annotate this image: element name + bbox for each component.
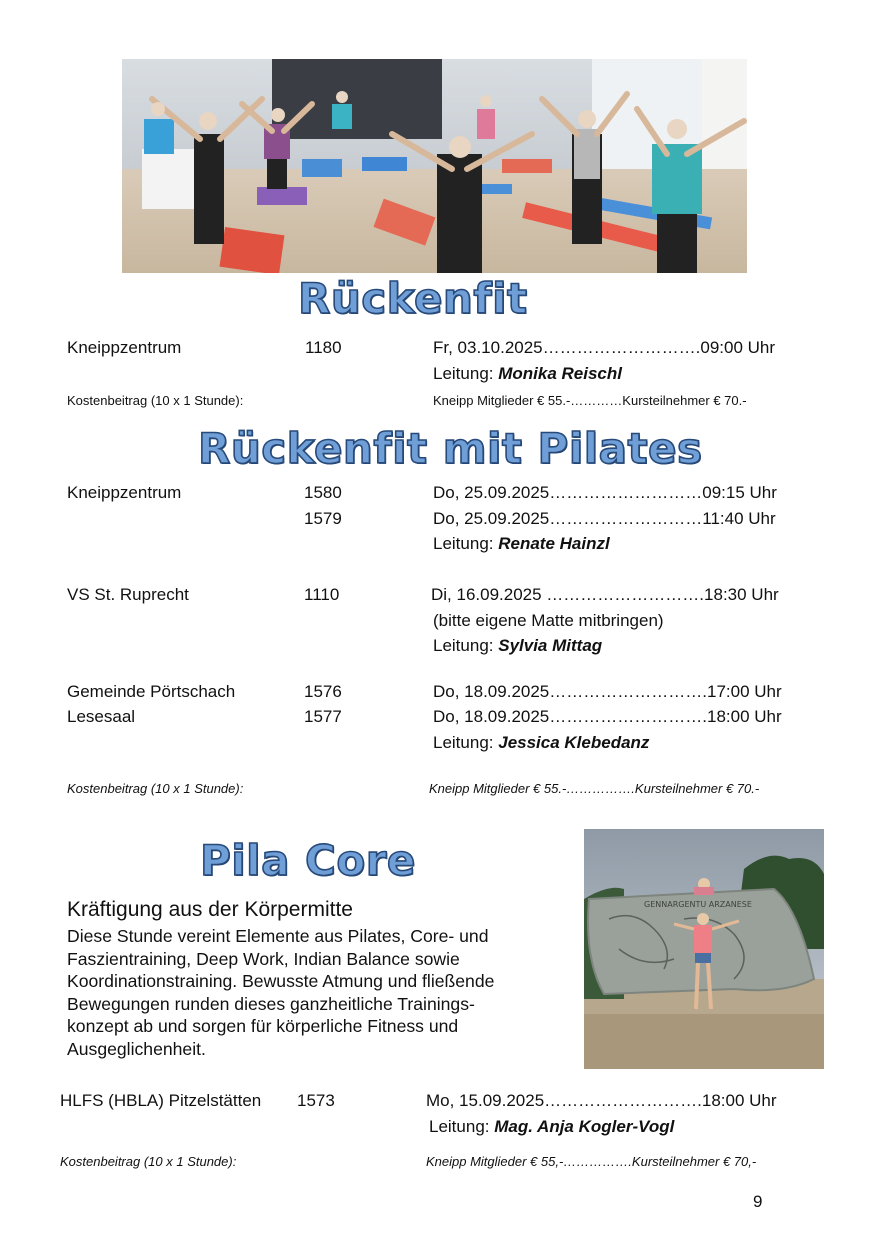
rock-inscription: GENNARGENTU ARZANESE: [644, 900, 752, 909]
cost-value: Kneipp Mitglieder € 55.-…………….Kursteilnehmer € 70.-: [429, 781, 760, 796]
leader-name: Jessica Klebedanz: [498, 733, 650, 752]
cost-label: Kostenbeitrag (10 x 1 Stunde):: [67, 781, 244, 796]
section-title-rueckenfit: Rückenfit: [298, 274, 528, 323]
course-number: 1180: [305, 338, 342, 357]
instructor-photo: [584, 829, 824, 1069]
course-number: 1576: [304, 682, 342, 701]
location-label: HLFS (HBLA) Pitzelstätten: [60, 1091, 262, 1110]
cost-label: Kostenbeitrag (10 x 1 Stunde):: [60, 1154, 237, 1169]
course-schedule: Do, 25.09.2025………………………11:40 Uhr: [433, 509, 776, 528]
course-leader: [429, 1117, 674, 1137]
course-note: (bitte eigene Matte mitbringen): [433, 611, 664, 630]
section-subtitle: Kräftigung aus der Körpermitte: [67, 898, 353, 921]
location-label: Gemeinde Pörtschach: [67, 682, 236, 701]
leader-label: Leitung:: [429, 1117, 495, 1136]
course-schedule: Fr, 03.10.2025……………………….09:00 Uhr: [433, 338, 776, 357]
description-line: Diese Stunde vereint Elemente aus Pilates, Core- und: [67, 926, 489, 946]
leader-name: Monika Reischl: [498, 364, 622, 383]
section-title-pilacore: Pila Core: [200, 836, 416, 885]
description-line: Faszientraining, Deep Work, Indian Balance sowie: [67, 948, 460, 969]
course-description: [67, 925, 577, 1061]
leader-name: Mag. Anja Kogler-Vogl: [494, 1117, 675, 1136]
course-schedule: Do, 18.09.2025……………………….18:00 Uhr: [433, 707, 782, 726]
course-schedule: Do, 18.09.2025……………………….17:00 Uhr: [433, 682, 782, 701]
page-number: 9: [753, 1192, 763, 1211]
leader-name: Sylvia Mittag: [498, 636, 603, 655]
exercise-class-photo: [122, 59, 747, 273]
course-number: 1580: [304, 483, 342, 502]
leader-label: Leitung:: [433, 364, 499, 383]
course-number: 1573: [297, 1091, 335, 1110]
description-line: Bewegungen runden dieses ganzheitliche Trainings-: [67, 993, 475, 1014]
cost-value: Kneipp Mitglieder € 55.-…………Kursteilnehmer € 70.-: [433, 393, 747, 408]
course-leader: [433, 364, 622, 384]
description-line: Koordinationstraining. Bewusste Atmung und fließende: [67, 971, 495, 992]
leader-label: Leitung:: [433, 636, 499, 655]
course-number: 1577: [304, 707, 342, 726]
location-label: Kneippzentrum: [67, 483, 182, 502]
description-line: konzept ab und sorgen für körperliche Fitness und: [67, 1016, 459, 1037]
section-title-pilates: Rückenfit mit Pilates: [198, 424, 703, 473]
course-number: 1110: [304, 585, 340, 604]
leader-label: Leitung:: [433, 733, 499, 752]
course-schedule: Di, 16.09.2025 ……………………….18:30 Uhr: [431, 585, 779, 604]
course-number: 1579: [304, 509, 342, 528]
description-line: Ausgeglichenheit.: [67, 1038, 206, 1059]
location-label: Lesesaal: [67, 707, 136, 726]
leader-name: Renate Hainzl: [498, 534, 610, 553]
leader-label: Leitung:: [433, 534, 499, 553]
cost-label: Kostenbeitrag (10 x 1 Stunde):: [67, 393, 244, 408]
course-schedule: Mo, 15.09.2025……………………….18:00 Uhr: [426, 1091, 777, 1110]
course-schedule: Do, 25.09.2025………………………09:15 Uhr: [433, 483, 777, 502]
location-label: VS St. Ruprecht: [67, 585, 189, 604]
course-leader: [433, 636, 602, 656]
cost-value: Kneipp Mitglieder € 55,-…………….Kursteilnehmer € 70,-: [426, 1154, 757, 1169]
location-label: Kneippzentrum: [67, 338, 182, 357]
course-leader: [433, 733, 649, 753]
course-leader: [433, 534, 610, 554]
